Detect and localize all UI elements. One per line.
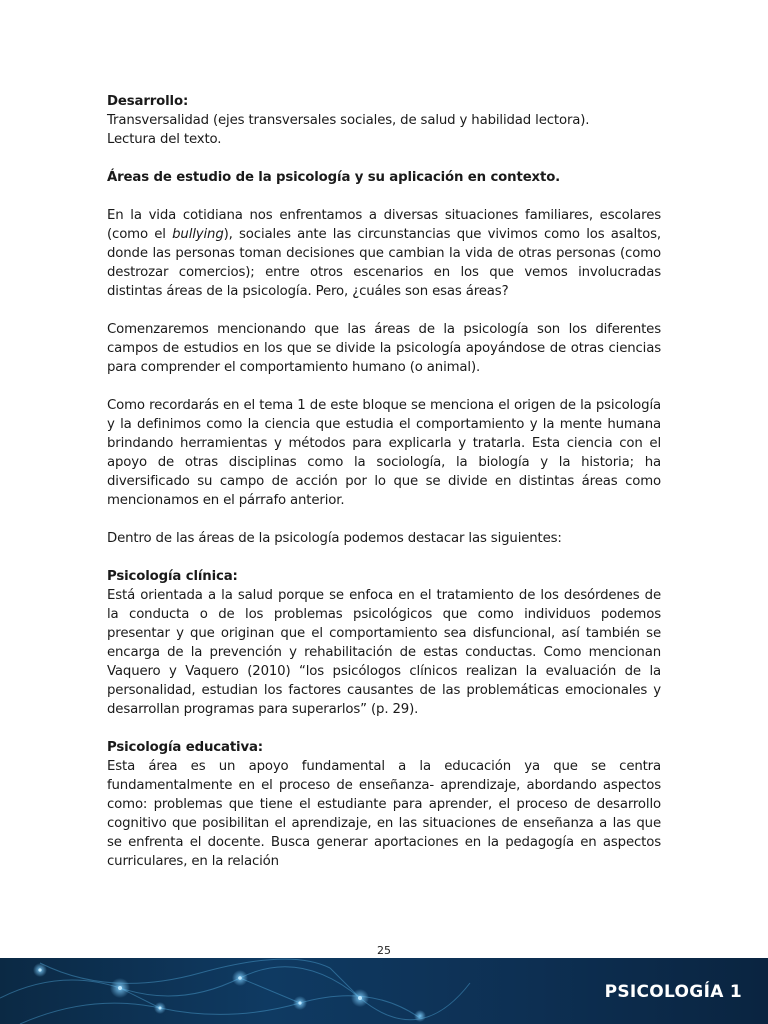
clinica-text: Está orientada a la salud porque se enfoca en el tratamiento de los desórdenes de la conducta o de los problemas psicológicos que como individuos podemos presentar y que originan que el comportamiento sea disfuncional, así también se encarga de la prevención y rehabilitación de estas conductas. Como mencionan Vaquero y Vaquero (2010) “los psicólogos clínicos realizan la evaluación de la personalidad, estudian los factores causantes de las problemáticas emocionales y desarrollan programas para superarlos” (p. 29).	[107, 588, 661, 717]
paragraph-1-end: ), sociales ante las circunstancias que vivimos como los asaltos, donde las personas toman decisiones que cambian la vida de otras personas (como destrozar comercios); entre otros escenarios en los que vemos involucradas distintas áreas de la psicología. Pero, ¿cuáles son esas áreas?	[107, 227, 662, 299]
paragraph-1-start: En la vida cotidiana nos enfrentamos a diversas situaciones familiares, escolares (como el	[107, 208, 661, 242]
paragraph-1	[107, 206, 661, 301]
footer-title: PSICOLOGÍA 1	[604, 982, 742, 1002]
desarrollo-heading: Desarrollo:	[107, 94, 189, 109]
desarrollo-line-2: Lectura del texto.	[107, 132, 222, 147]
paragraph-2: Comenzaremos mencionando que las áreas de la psicología son los diferentes campos de estudios en los que se divide la psicología apoyándose de otras ciencias para comprender el comportamiento humano (o animal).	[107, 322, 661, 375]
desarrollo-block	[107, 92, 661, 149]
educativa-block	[107, 738, 661, 871]
paragraph-1-italic: bullying	[172, 227, 224, 242]
page-body	[107, 92, 661, 871]
educativa-text: Esta área es un apoyo fundamental a la educación ya que se centra fundamentalmente en el proceso de enseñanza- aprendizaje, abordando aspectos como: problemas que tiene el estudiante para aprender, el proceso de desarrollo cognitivo que posibilitan el aprendizaje, en las situaciones de enseñanza a las que se enfrenta el docente. Busca generar aportaciones en la pedagogía en aspectos curriculares, en la relación	[107, 759, 661, 869]
clinica-heading: Psicología clínica:	[107, 569, 238, 584]
page-number: 25	[377, 944, 391, 957]
desarrollo-line-1: Transversalidad (ejes transversales sociales, de salud y habilidad lectora).	[107, 113, 590, 128]
paragraph-4: Dentro de las áreas de la psicología podemos destacar las siguientes:	[107, 531, 562, 546]
section-title: Áreas de estudio de la psicología y su aplicación en contexto.	[107, 170, 561, 185]
clinica-block	[107, 567, 661, 719]
paragraph-3: Como recordarás en el tema 1 de este bloque se menciona el origen de la psicología y la definimos como la ciencia que estudia el comportamiento y la mente humana brindando herramientas y métodos para explicarla y tratarla. Esta ciencia con el apoyo de otras disciplinas como la sociología, la biología y la historia; ha diversificado su campo de acción por lo que se divide en distintas áreas como mencionamos en el párrafo anterior.	[107, 398, 661, 508]
footer-banner	[0, 958, 768, 1024]
section-title-block	[107, 168, 661, 187]
educativa-heading: Psicología educativa:	[107, 740, 263, 755]
